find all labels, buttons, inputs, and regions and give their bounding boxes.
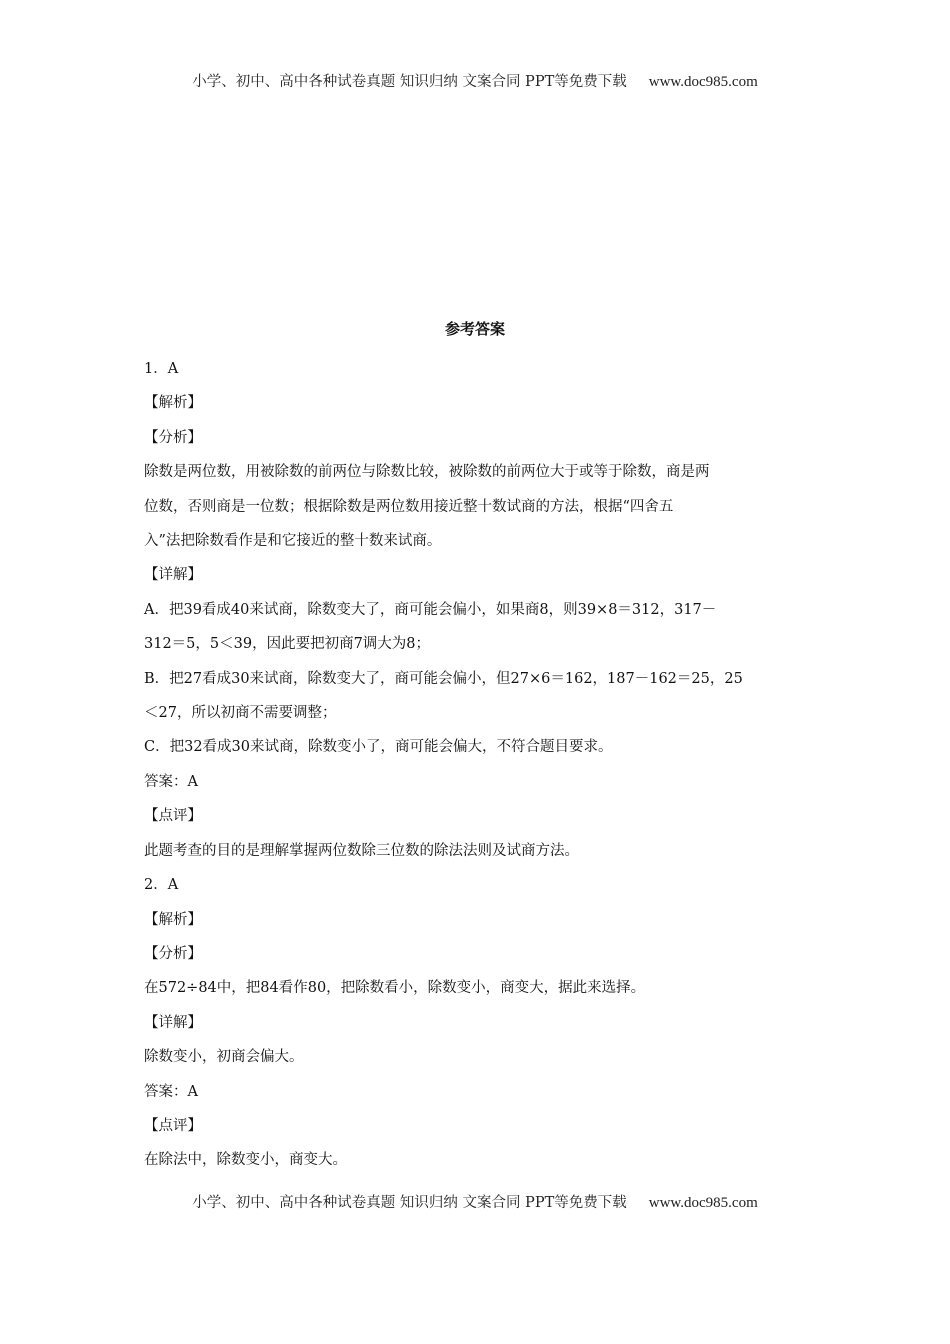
text-line: 【解析】 (144, 911, 202, 928)
text-line: 【详解】 (144, 567, 202, 584)
text-line: 312＝5，5＜39，因此要把初商7调大为8； (144, 636, 431, 653)
text-line: 除数是两位数，用被除数的前两位与除数比较，被除数的前两位大于或等于除数，商是两 (144, 464, 710, 481)
text-line: ＜27，所以初商不需要调整； (144, 705, 337, 722)
answer-content (144, 352, 812, 1178)
text-line: 此题考查的目的是理解掌握两位数除三位数的除法法则及试商方法。 (144, 842, 579, 859)
text-line: 【详解】 (144, 1014, 202, 1031)
text-line: 【分析】 (144, 945, 202, 962)
text-line: 1．A (144, 361, 179, 377)
text-line: 除数变小，初商会偏大。 (144, 1049, 304, 1066)
header-site-link[interactable]: www.doc985.com (648, 74, 758, 90)
text-line: 答案：A (144, 1083, 198, 1100)
text-line: 位数，否则商是一位数；根据除数是两位数用接近整十数试商的方法，根据“四舍五 (144, 498, 674, 515)
text-line: 在572÷84中，把84看作80，把除数看小，除数变小，商变大，据此来选择。 (144, 980, 646, 997)
page-footer (0, 1191, 950, 1212)
footer-text: 小学、初中、高中各种试卷真题 知识归纳 文案合同 PPT等免费下载 (192, 1195, 627, 1211)
text-line: C．把32看成30来试商，除数变小了，商可能会偏大，不符合题目要求。 (144, 739, 613, 756)
text-line: 【分析】 (144, 429, 202, 446)
text-line: 【点评】 (144, 1117, 202, 1134)
text-line: 【解析】 (144, 395, 202, 412)
text-line: B．把27看成30来试商，除数变大了，商可能会偏小，但27×6＝162，187－162＝25，25 (144, 670, 743, 687)
page-title: 参考答案 (444, 320, 505, 338)
text-line: A．把39看成40来试商，除数变大了，商可能会偏小，如果商8，则39×8＝312，317－ (144, 601, 717, 618)
text-line: 【点评】 (144, 808, 202, 825)
text-line: 入”法把除数看作是和它接近的整十数来试商。 (144, 533, 442, 550)
footer-site-link[interactable]: www.doc985.com (648, 1195, 758, 1211)
text-line: 答案：A (144, 773, 198, 790)
text-line: 在除法中，除数变小，商变大。 (144, 1152, 347, 1169)
header-text: 小学、初中、高中各种试卷真题 知识归纳 文案合同 PPT等免费下载 (192, 74, 627, 90)
text-line: 2．A (144, 877, 179, 894)
page-header (0, 70, 950, 91)
